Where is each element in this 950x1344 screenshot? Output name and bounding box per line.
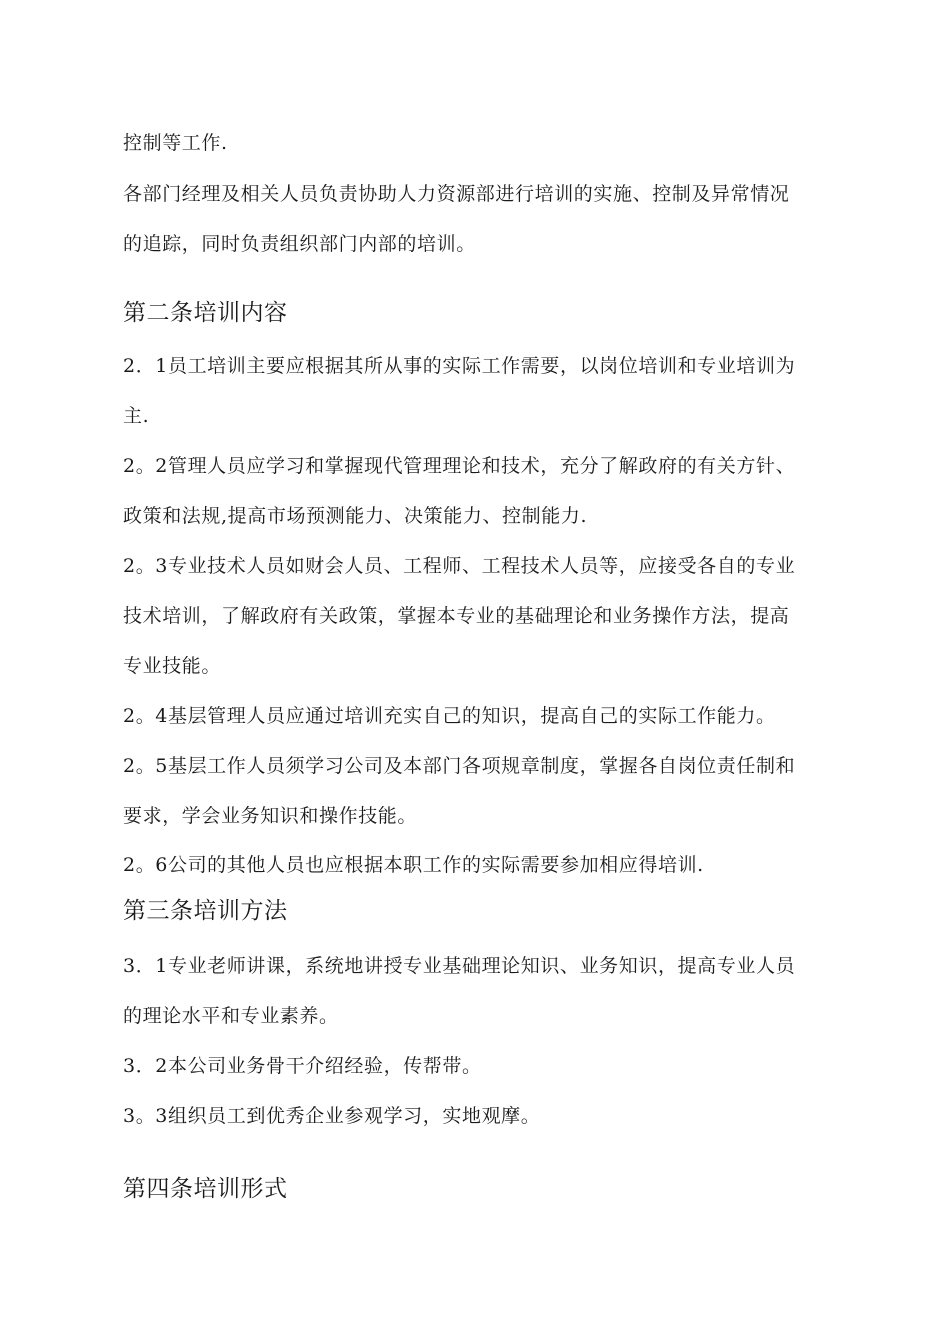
paragraph-line: 2。5基层工作人员须学习公司及本部门各项规章制度，掌握各自岗位责任制和 (123, 755, 796, 777)
paragraph-line: 3．2本公司业务骨干介绍经验，传帮带。 (123, 1055, 482, 1077)
paragraph-line: 2。6公司的其他人员也应根据本职工作的实际需要参加相应得培训. (123, 854, 704, 876)
paragraph-line: 3．1专业老师讲课，系统地讲授专业基础理论知识、业务知识，提高专业人员 (123, 955, 796, 977)
paragraph-line: 技术培训，了解政府有关政策，掌握本专业的基础理论和业务操作方法，提高 (123, 605, 790, 627)
paragraph-line: 2。4基层管理人员应通过培训充实自己的知识，提高自己的实际工作能力。 (123, 705, 776, 727)
paragraph-line: 2。3专业技术人员如财会人员、工程师、工程技术人员等，应接受各自的专业 (123, 555, 796, 577)
paragraph-line: 政策和法规,提高市场预测能力、决策能力、控制能力. (123, 505, 588, 527)
paragraph-line: 控制等工作. (123, 132, 228, 154)
paragraph-line: 主. (123, 405, 150, 427)
section-heading-4: 第四条培训形式 (123, 1176, 288, 1202)
paragraph-line: 专业技能。 (123, 655, 222, 677)
paragraph-line: 要求，学会业务知识和操作技能。 (123, 805, 418, 827)
paragraph-line: 各部门经理及相关人员负责协助人力资源部进行培训的实施、控制及异常情况 (123, 183, 790, 205)
paragraph-line: 的追踪，同时负责组织部门内部的培训。 (123, 233, 476, 255)
paragraph-line: 2。2管理人员应学习和掌握现代管理理论和技术，充分了解政府的有关方针、 (123, 455, 796, 477)
section-heading-2: 第二条培训内容 (123, 300, 288, 326)
paragraph-line: 的理论水平和专业素养。 (123, 1005, 339, 1027)
paragraph-line: 2．1员工培训主要应根据其所从事的实际工作需要，以岗位培训和专业培训为 (123, 355, 796, 377)
section-heading-3: 第三条培训方法 (123, 898, 288, 924)
paragraph-line: 3。3组织员工到优秀企业参观学习，实地观摩。 (123, 1105, 541, 1127)
